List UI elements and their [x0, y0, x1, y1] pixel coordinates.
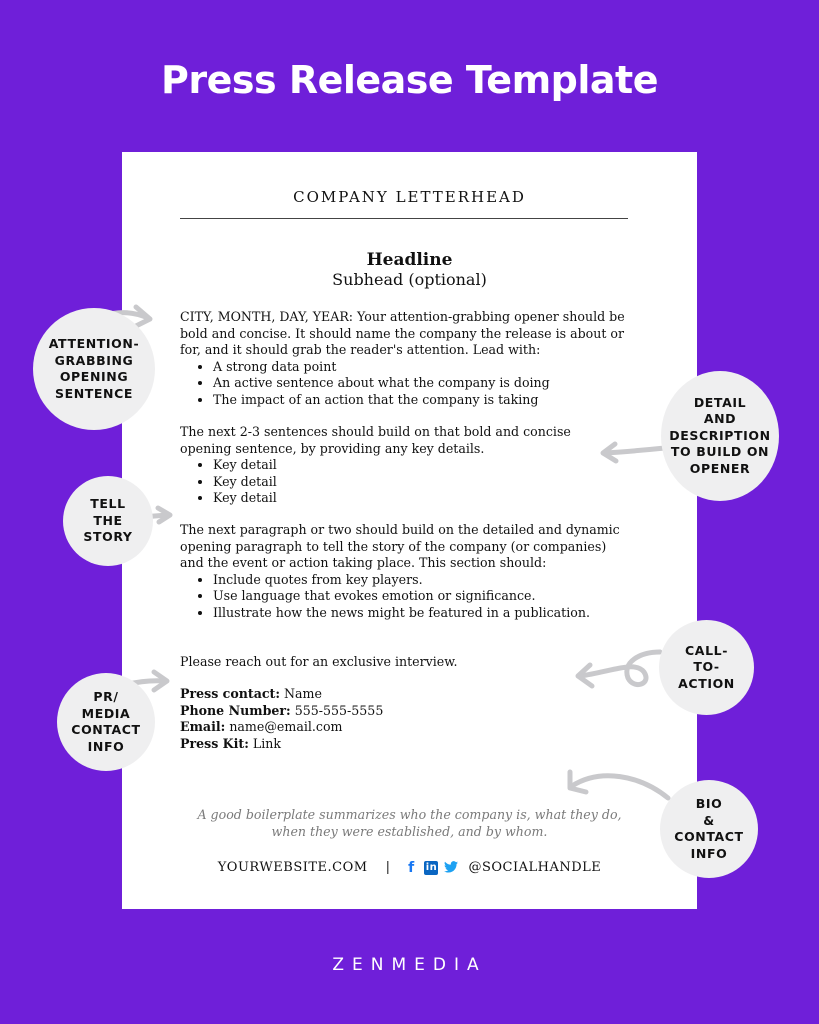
- email-value: name@email.com: [225, 719, 343, 734]
- website-link[interactable]: YOURWEBSITE.COM: [217, 860, 368, 875]
- press-contact-label: Press contact:: [180, 686, 281, 701]
- list-item: • Key detail: [213, 490, 625, 507]
- phone-value: 555-555-5555: [290, 702, 384, 718]
- press-kit-label: Press Kit:: [180, 735, 249, 751]
- callout-attention: ATTENTION- GRABBING OPENING SENTENCE: [33, 308, 155, 430]
- list-item: • Include quotes from key players.: [213, 572, 625, 589]
- opener-text: CITY, MONTH, DAY, YEAR: Your attention-grabbing opener should be bold and concise. It should name the company the release is about or for, and it should grab the reader's attention. Lead with:: [180, 309, 625, 357]
- boilerplate-line: when they were established, and by whom.: [271, 824, 548, 839]
- arrow-detail: [604, 448, 665, 453]
- press-kit-value: Link: [248, 735, 282, 751]
- list-item: • Key detail: [213, 457, 625, 474]
- callout-detail: DETAIL AND DESCRIPTION TO BUILD ON OPENER: [661, 371, 779, 501]
- brand-logo: ZENMEDIA: [332, 955, 487, 975]
- social-handle[interactable]: @SOCIALHANDLE: [468, 860, 602, 875]
- press-contact-value: Name: [280, 686, 322, 701]
- details-text: The next 2-3 sentences should build on that bold and concise opening sentence, by providing any key details.: [180, 424, 571, 456]
- facebook-icon[interactable]: f: [408, 859, 415, 876]
- linkedin-icon[interactable]: in: [425, 861, 438, 873]
- callout-pr: PR/ MEDIA CONTACT INFO: [57, 673, 155, 771]
- arrow-bio: [572, 776, 668, 798]
- boilerplate-line: A good boilerplate summarizes who the company is, what they do,: [197, 807, 622, 822]
- list-item: • Use language that evokes emotion or significance.: [213, 588, 625, 605]
- letterhead: COMPANY LETTERHEAD: [293, 188, 526, 206]
- callout-story: TELL THE STORY: [63, 476, 153, 566]
- list-item: • A strong data point: [213, 359, 625, 376]
- email-label: Email:: [180, 719, 226, 734]
- page-title: Press Release Template: [161, 58, 658, 102]
- callout-cta: CALL- TO- ACTION: [659, 620, 754, 715]
- list-item: • An active sentence about what the company is doing: [213, 375, 625, 392]
- phone-label: Phone Number:: [180, 702, 291, 718]
- list-item: • Key detail: [213, 474, 625, 491]
- story-text: The next paragraph or two should build on the detailed and dynamic opening paragraph to tell the story of the company (or companies) and the event or action taking place. This section should:: [180, 522, 620, 570]
- arrow-cta: [580, 652, 660, 685]
- list-item: • Illustrate how the news might be featured in a publication.: [213, 605, 625, 622]
- list-item: • The impact of an action that the company is taking: [213, 392, 625, 409]
- subhead: Subhead (optional): [332, 270, 487, 289]
- headline: Headline: [366, 250, 453, 270]
- callout-bio: BIO & CONTACT INFO: [660, 780, 758, 878]
- cta-text: Please reach out for an exclusive interview.: [180, 654, 458, 669]
- footer-separator: |: [385, 860, 391, 875]
